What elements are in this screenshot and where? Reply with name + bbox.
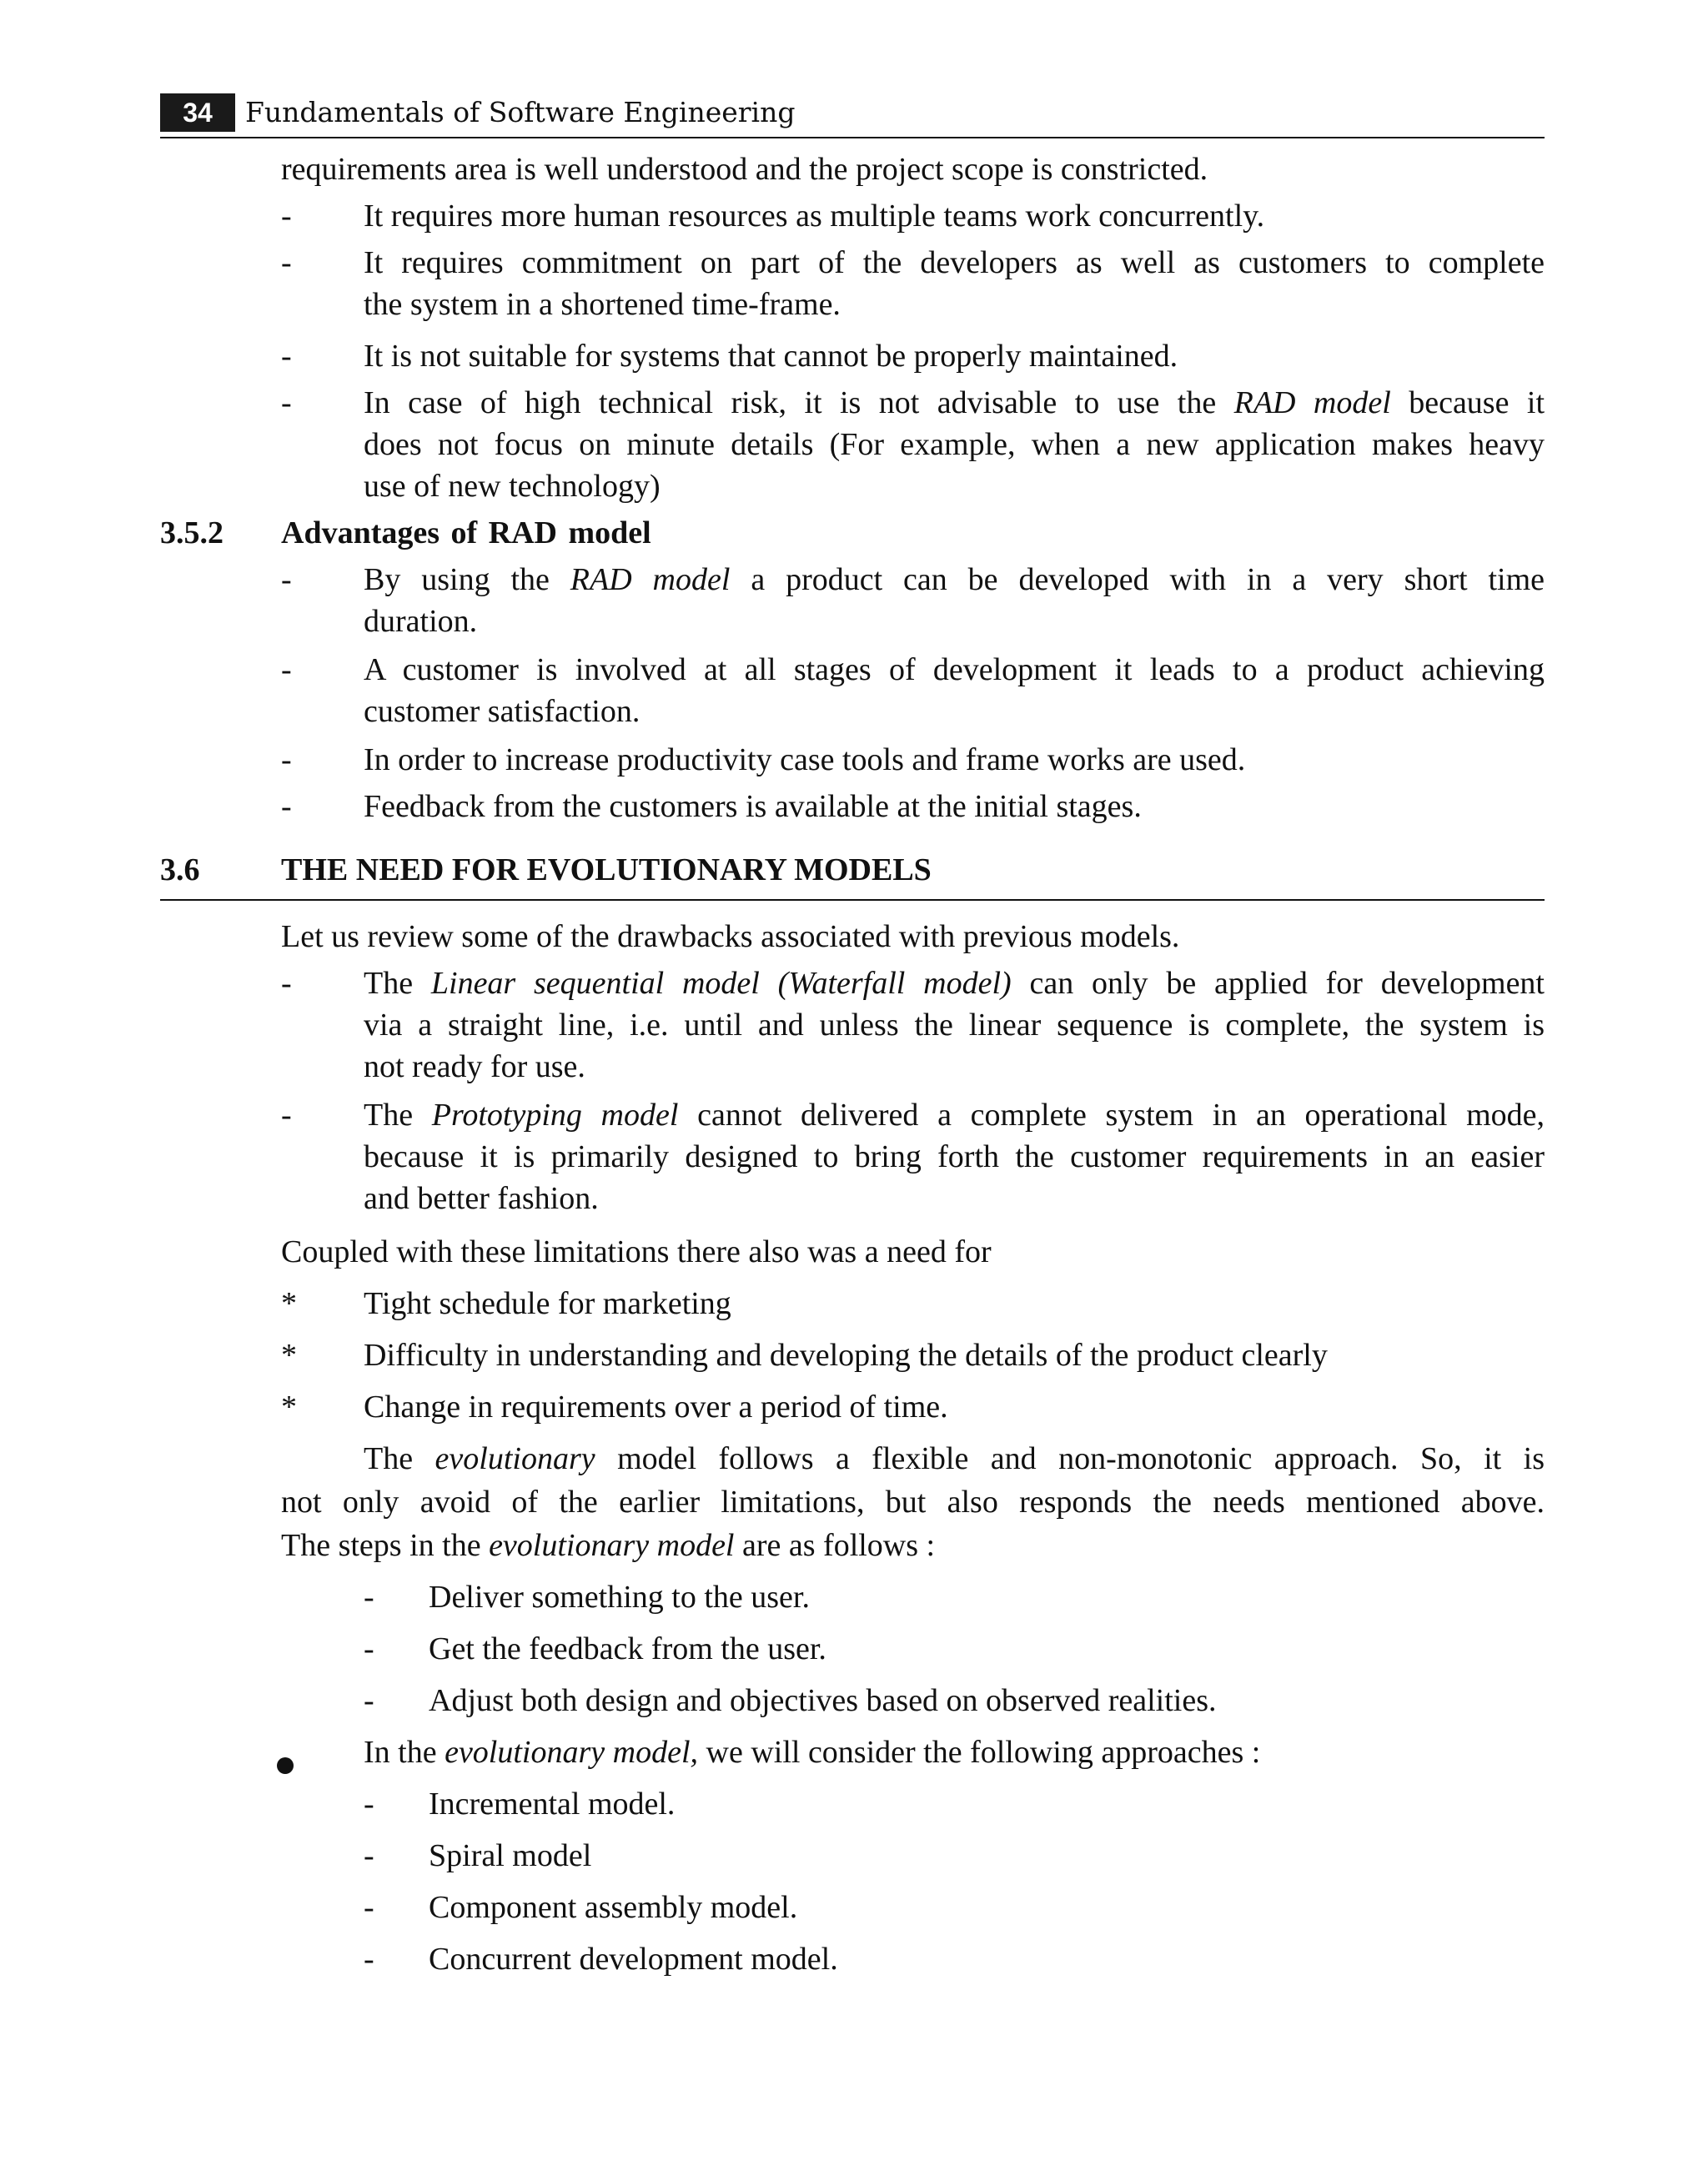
list-item: Get the feedback from the user. (429, 1631, 826, 1666)
list-item-continuation: and better fashion. (364, 1181, 599, 1216)
list-item: It requires more human resources as multiple teams work concurrently. (364, 199, 1265, 234)
list-item: It requires commitment on part of the developers as well as customers to complete (364, 245, 1545, 280)
paragraph-line: requirements area is well understood and the project scope is constricted. (281, 152, 1208, 187)
emphasis: evolutionary model, (445, 1735, 699, 1770)
emphasis: Linear sequential model (Waterfall model) (430, 966, 1012, 1001)
bullet-icon (277, 1757, 294, 1774)
running-title: Fundamentals of Software Engineering (245, 96, 796, 128)
list-item-continuation: not ready for use. (364, 1049, 585, 1084)
list-item-continuation: the system in a shortened time-frame. (364, 287, 841, 322)
star-marker: * (281, 1390, 297, 1425)
list-item: In case of high technical risk, it is not advisable to use the RAD model because it (364, 385, 1545, 420)
dash-marker: - (364, 1631, 374, 1666)
page-number: 34 (160, 93, 235, 132)
section-heading: THE NEED FOR EVOLUTIONARY MODELS (281, 852, 932, 887)
emphasis: RAD model (1233, 385, 1391, 420)
dash-marker: - (281, 966, 292, 1001)
list-item-continuation: via a straight line, i.e. until and unless the linear sequence is complete, the system is (364, 1008, 1545, 1043)
list-item: In order to increase productivity case tools and frame works are used. (364, 742, 1246, 777)
list-item: Concurrent development model. (429, 1942, 838, 1977)
list-item-continuation: customer satisfaction. (364, 694, 640, 729)
emphasis: evolutionary (435, 1441, 595, 1476)
section-number: 3.6 (160, 852, 200, 887)
star-marker: * (281, 1338, 297, 1373)
list-item-continuation: does not focus on minute details (For example, when a new application makes heavy (364, 427, 1545, 462)
dash-marker: - (364, 1838, 374, 1873)
dash-marker: - (364, 1890, 374, 1925)
list-item: A customer is involved at all stages of development it leads to a product achieving (364, 652, 1545, 687)
list-item: Spiral model (429, 1838, 592, 1873)
list-item: It is not suitable for systems that cannot be properly maintained. (364, 339, 1178, 374)
section-rule (160, 899, 1545, 901)
dash-marker: - (281, 339, 292, 374)
dash-marker: - (364, 1580, 374, 1615)
list-item-continuation: duration. (364, 604, 478, 639)
list-item: Difficulty in understanding and developing the details of the product clearly (364, 1338, 1328, 1373)
section-heading: Advantages of RAD model (281, 515, 651, 550)
paragraph-line: not only avoid of the earlier limitations, but also responds the needs mentioned above. (281, 1485, 1545, 1520)
list-item-continuation: because it is primarily designed to bring forth the customer requirements in an easier (364, 1139, 1545, 1174)
list-item-continuation: use of new technology) (364, 469, 661, 504)
dash-marker: - (281, 199, 292, 234)
list-item: Change in requirements over a period of time. (364, 1390, 948, 1425)
emphasis: RAD model (570, 562, 731, 597)
dash-marker: - (364, 1787, 374, 1822)
dash-marker: - (281, 742, 292, 777)
list-item: In the evolutionary model, we will consider the following approaches : (364, 1735, 1261, 1770)
paragraph-line: Let us review some of the drawbacks associated with previous models. (281, 919, 1180, 954)
list-item: By using the RAD model a product can be developed with in a very short time (364, 562, 1545, 597)
list-item: Adjust both design and objectives based on observed realities. (429, 1683, 1217, 1718)
list-item: The Prototyping model cannot delivered a complete system in an operational mode, (364, 1098, 1545, 1133)
paragraph-line: The steps in the evolutionary model are as follows : (281, 1528, 936, 1563)
dash-marker: - (281, 245, 292, 280)
paragraph-line: Coupled with these limitations there also was a need for (281, 1234, 992, 1269)
paragraph-line: The evolutionary model follows a flexible and non-monotonic approach. So, it is (364, 1441, 1545, 1476)
dash-marker: - (364, 1683, 374, 1718)
emphasis: Prototyping model (431, 1098, 679, 1133)
list-item: Incremental model. (429, 1787, 676, 1822)
running-header (160, 90, 1545, 138)
dash-marker: - (281, 652, 292, 687)
list-item: Component assembly model. (429, 1890, 798, 1925)
dash-marker: - (281, 562, 292, 597)
dash-marker: - (281, 789, 292, 824)
section-number: 3.5.2 (160, 515, 224, 550)
dash-marker: - (364, 1942, 374, 1977)
list-item: Tight schedule for marketing (364, 1286, 731, 1321)
list-item: The Linear sequential model (Waterfall model) can only be applied for development (364, 966, 1545, 1001)
list-item: Feedback from the customers is available at the initial stages. (364, 789, 1142, 824)
emphasis: evolutionary model (489, 1528, 735, 1563)
dash-marker: - (281, 385, 292, 420)
dash-marker: - (281, 1098, 292, 1133)
star-marker: * (281, 1286, 297, 1321)
list-item: Deliver something to the user. (429, 1580, 810, 1615)
